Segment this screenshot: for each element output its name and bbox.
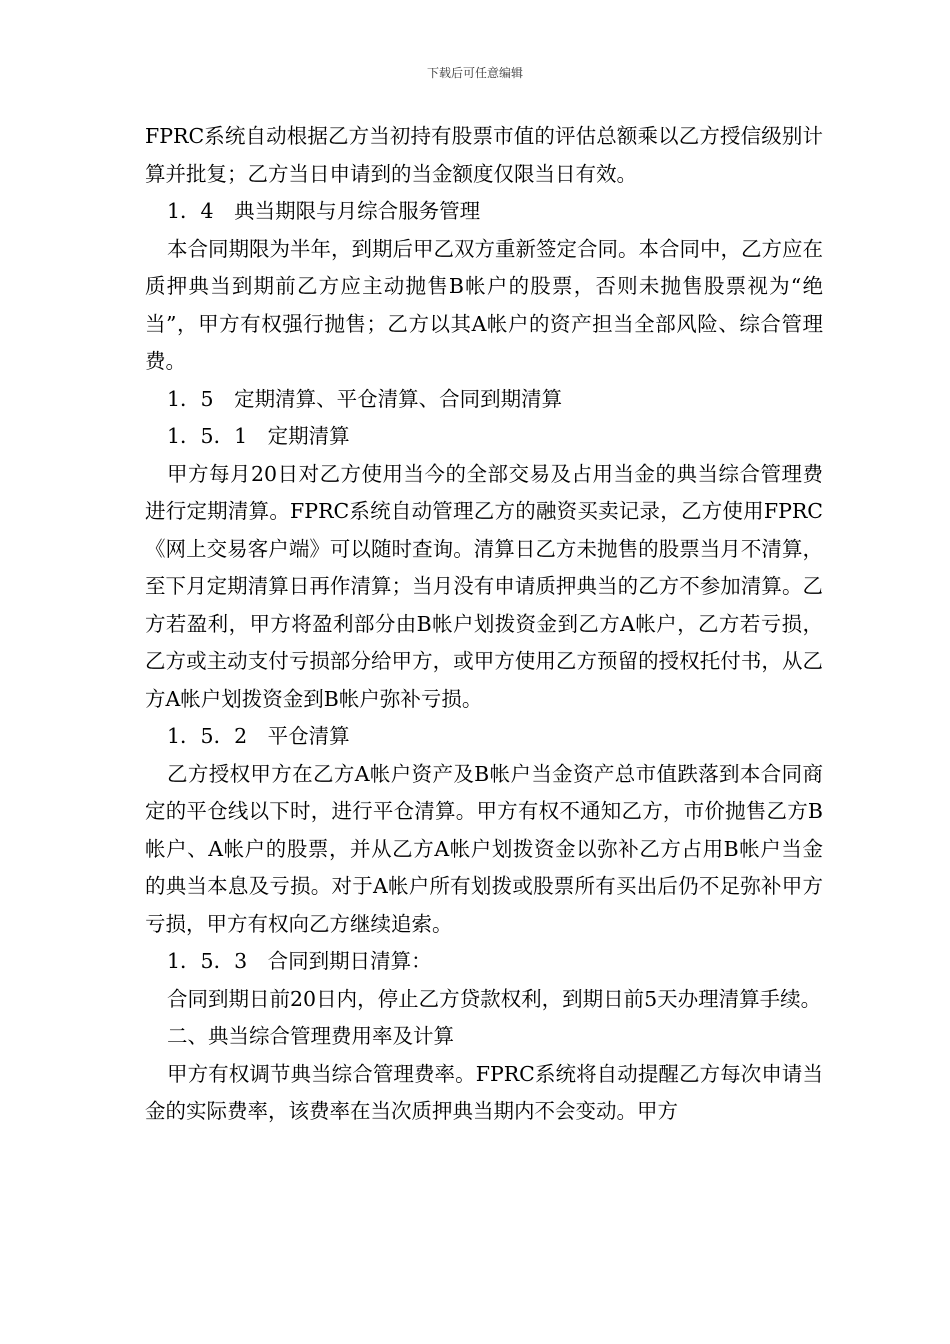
- paragraph-credit-approval: FPRC系统自动根据乙方当初持有股票市值的评估总额乘以乙方授信级别计算并批复；乙方当日申请到的当金额度仅限当日有效。: [145, 124, 823, 186]
- paragraph-liquidation-settlement: 乙方授权甲方在乙方A帐户资产及B帐户当金资产总市值跌落到本合同商定的平仓线以下时，进行平仓清算。甲方有权不通知乙方，市价抛售乙方B帐户、A帐户的股票，并从乙方A帐户划拨资金以弥补乙方占用B帐户当金的典当本息及亏损。对于A帐户所有划拨或股票所有买出后仍不足弥补甲方亏损，甲方有权向乙方继续追索。: [145, 761, 823, 936]
- document-body: [145, 118, 823, 1131]
- section-heading-1-5-3: 1．5．3 合同到期日清算：: [167, 949, 432, 973]
- paragraph-expiry-settlement: 合同到期日前20日内，停止乙方贷款权利，到期日前5天办理清算手续。: [167, 986, 822, 1011]
- section-heading-2: 二、典当综合管理费用率及计算: [167, 1024, 454, 1048]
- section-heading-1-4: 1．4 典当期限与月综合服务管理: [167, 199, 481, 223]
- paragraph-fee-rate: 甲方有权调节典当综合管理费率。FPRC系统将自动提醒乙方每次申请当金的实际费率，该费率在当次质押典当期内不会变动。甲方: [145, 1061, 823, 1123]
- page-header-note: 下载后可任意编辑: [426, 66, 523, 80]
- section-heading-1-5-2: 1．5．2 平仓清算: [167, 724, 350, 748]
- paragraph-periodic-settlement: 甲方每月20日对乙方使用当今的全部交易及占用当金的典当综合管理费进行定期清算。FPRC系统自动管理乙方的融资买卖记录，乙方使用FPRC《网上交易客户端》可以随时查询。清算日乙方未抛售的股票当月不清算，至下月定期清算日再作清算；当月没有申请质押典当的乙方不参加清算。乙方若盈利，甲方将盈利部分由B帐户划拨资金到乙方A帐户，乙方若亏损，乙方或主动支付亏损部分给甲方，或甲方使用乙方预留的授权托付书，从乙方A帐户划拨资金到B帐户弥补亏损。: [145, 461, 823, 711]
- section-heading-1-5-1: 1．5．1 定期清算: [167, 424, 350, 448]
- section-heading-1-5: 1．5 定期清算、平仓清算、合同到期清算: [167, 386, 563, 411]
- paragraph-contract-term: 本合同期限为半年，到期后甲乙双方重新签定合同。本合同中，乙方应在质押典当到期前乙方应主动抛售B帐户的股票，否则未抛售股票视为“绝当”，甲方有权强行抛售；乙方以其A帐户的资产担当全部风险、综合管理费。: [145, 236, 823, 373]
